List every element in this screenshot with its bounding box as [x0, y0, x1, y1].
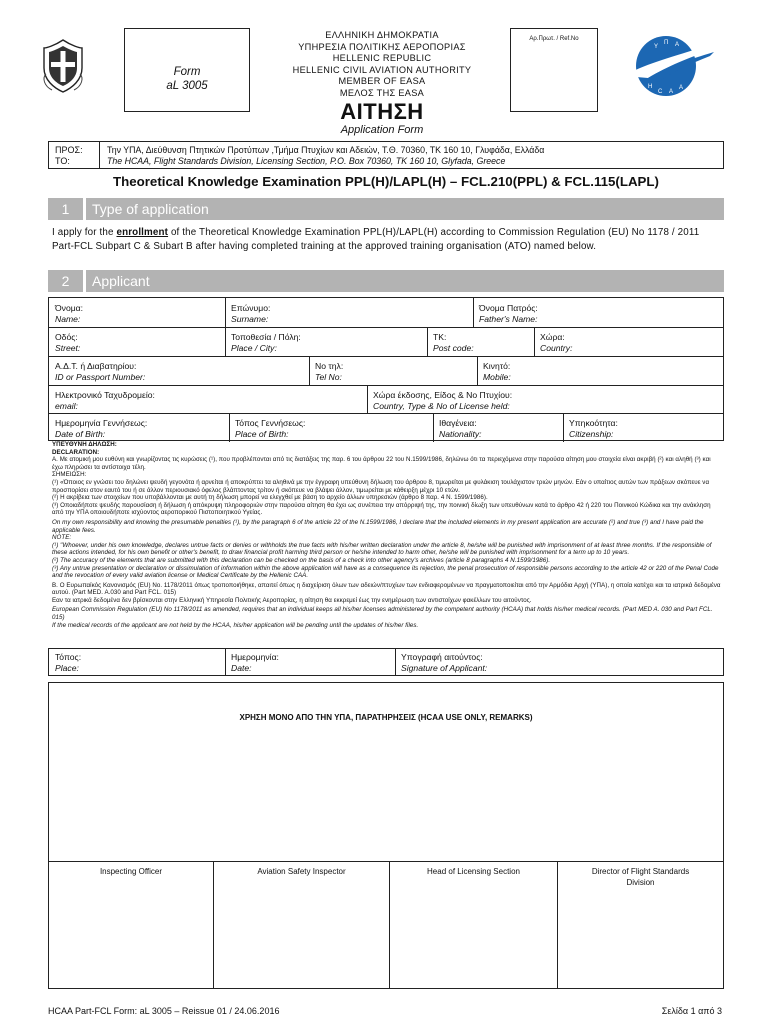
to-label-en: TO:: [55, 156, 70, 166]
hcaa-remarks-box: [48, 682, 724, 989]
authority-line: ΕΛΛΗΝΙΚΗ ΔΗΜΟΚΡΑΤΙΑ: [325, 30, 439, 40]
form-number-box: [124, 28, 250, 112]
declaration-text: ΥΠΕΥΘΥΝΗ ΔΗΛΩΣΗ: DECLARATION: Α. Με ατομική μου ευθύνη και γνωρίζοντας τις κυρώσεις (¹), που προβλέπονται από τις διατάξεις της παρ. 6 του άρθρου 22 του Ν.1599/1986, δηλώνω ότι τα περιεχόμενα στην παρούσα αίτηση μου στοιχεία είναι ακριβή (²) και αληθή (³) και έχω πληρώσει τα αντίστοιχα τέλη. ΣΗΜΕΙΩΣΗ: (¹) «Όποιος εν γνώσει του δηλώνει ψευδή γεγονότα ή αρνείται ή αποκρύπτει τα αληθινά με την έγγραφη υπεύθυνη δήλωση του άρθρου 8, τιμωρείται με φυλάκιση τουλάχιστον τριών μηνών. Εάν ο υπαίτιος αυτών των πράξεων σκόπευε να προσπορίσει στον εαυτό του ή σε άλλον περιουσιακό όφελος βλάπτοντας τρίτον ή σκόπευε να βλάψει άλλον, τιμωρείται με κάθειρξη μέχρι 10 ετών. (²) Η ακρίβεια των στοιχείων που υποβάλλονται με αυτή τη δήλωση μπορεί να ελεγχθεί με βάση το αρχείο άλλων υπηρεσιών (άρθρο 8 παρ. 4 Ν. 1599/1986). (³) Οποιαδήποτε ψευδής παρουσίαση ή δήλωση ή απόκρυψη πληροφοριών στην παρούσα αίτηση θα έχει ως συνέπεια την απόρριψή της, την ποινική δίωξη των υπευθύνων κατά το άρθρο 42 ή 220 του Ποινικού Κώδικα και την ανάκληση από την ΥΠΑ οποιουδήποτε ισχύοντος αεροπορικού Πιστοποιητικού Υγείας. On my own responsibility and knowing the presumable penalties (¹), by the paragraph 6 of the article 22 of the N.1599/1986, I declare that the included elements in my present application are accurate (²) and true (³) and I have paid the applicable fees. NOTE: (¹) "Whoever, under his own knowledge, declares untrue facts or denies or withholds the true facts with his/her written declaration under the article 8, he/she will be punished with imprisonment of at least three months. If the responsible of these actions intended, for his own benefit or other's benefit, to draw financial profit harming third person or he/she intended to harm other, he/she will be punished with imprisonment for a term up to 10 years. (²) The accuracy of the elements that are submitted with this declaration can be checked on the basis of a check into other agency's archives (article 8 paragraphs 4 N.1599/1986). (³) Any untrue presentation or declaration or dissimulation of information within the above application will have as a consequence its rejection, the penal prosecution of responsible persons according to the article 42 or 220 of the Penal Code and the revocation of every valid aviation license or Medical Certificate by the Hellenic CAA. Β. Ο Ευρωπαϊκός Κανονισμός (EU) No. 1178/2011 όπως τροποποιήθηκε, απαιτεί όπως η διαχείριση όλων των αδειών/πτυχίων των ενδιαφερομένων να πραγματοποιείται από την Αρμόδια Αρχή (ΥΠΑ), η οποία κατέχει και τα ιατρικά δεδομένα αυτού. (Part MED. A.030 and Part FCL. 015) Εαν τα ιατρικά δεδομένα δεν βρίσκονται στην Ελληνική Υπηρεσία Πολιτικής Αεροπορίας, η αίτηση θα εκκρεμεί έως την ενημέρωση των αντιστοίχων φακέλλων του αιτούντος. European Commission Regulation (EU) No 1178/2011 as amended, requires that an individual keeps all his/her licenses administered by the competent authority (HCAA) that holds his/her medical records. (Part MED A. 030 and Part FCL. 015) If the medical records of the applicant are not held by the HCAA, his/her application will be pending until the updates of his/her files.: [52, 441, 721, 629]
section-title: Applicant: [92, 273, 150, 289]
authority-line: HELLENIC CIVIL AVIATION AUTHORITY: [292, 64, 472, 75]
authority-line: HELLENIC REPUBLIC: [332, 53, 432, 63]
officials-signature-row: [49, 861, 723, 989]
section-number: 2: [48, 270, 86, 292]
license-held-field[interactable]: Χώρα έκδοσης, Είδος & Νο Πτυχίου: Country, Type & No of License held:: [373, 390, 513, 411]
country-field[interactable]: Χώρα: Country:: [540, 332, 573, 353]
place-field[interactable]: Τόπος: Place:: [55, 652, 82, 673]
authority-line: MEMBER OF EASA: [338, 76, 426, 86]
email-field[interactable]: Ηλεκτρονικό Ταχυδρομείο: email:: [55, 390, 155, 411]
remarks-title: ΧΡΗΣΗ ΜΟΝΟ ΑΠΟ ΤΗΝ ΥΠΑ, ΠΑΡΑΤΗΡΗΣΕΙΣ (HCAA USE ONLY, REMARKS): [239, 713, 533, 722]
surname-field[interactable]: Επώνυμο: Surname:: [231, 303, 271, 324]
date-of-birth-field[interactable]: Ημερομηνία Γεννήσεως: Date of Birth:: [55, 418, 148, 439]
svg-text:Π: Π: [664, 40, 669, 46]
aviation-safety-inspector-cell[interactable]: Aviation Safety Inspector: [213, 861, 389, 989]
applicant-signature-field[interactable]: Υπογραφή αιτούντος: Signature of Applicant:: [401, 652, 488, 673]
to-address-en: The HCAA, Flight Standards Division, Licensing Section, P.O. Box 70360, TK 160 10, Glyfada, Greece: [107, 156, 506, 166]
name-field[interactable]: Όνομα: Name:: [55, 303, 84, 324]
hcaa-logo-icon: [618, 32, 722, 100]
authority-header: [262, 30, 502, 99]
telephone-field[interactable]: Νο τηλ: Tel No:: [315, 361, 344, 382]
exam-title: Theoretical Knowledge Examination PPL(H)/LAPL(H) – FCL.210(PPL) & FCL.115(LAPL): [113, 174, 659, 189]
svg-text:Α: Α: [675, 42, 680, 48]
section-2-header: [48, 270, 724, 292]
director-flight-standards-cell[interactable]: Director of Flight Standards Division: [557, 861, 723, 989]
reference-number-box[interactable]: [510, 28, 598, 112]
greek-emblem-icon: [40, 38, 86, 94]
reference-label: Αρ.Πρωτ. / Ref.No: [529, 36, 579, 42]
nationality-field[interactable]: Ιθαγένεια: Nationality:: [439, 418, 482, 439]
id-passport-field[interactable]: Α.Δ.Τ. ή Διαβατηρίου: ID or Passport Number:: [55, 361, 146, 382]
enrollment-keyword: enrollment: [116, 227, 169, 238]
svg-text:A: A: [669, 89, 674, 95]
section-number: 1: [48, 198, 86, 220]
form-label: Form: [173, 66, 201, 78]
mobile-field[interactable]: Κινητό: Mobile:: [483, 361, 511, 382]
svg-text:C: C: [658, 89, 663, 95]
section-title: Type of application: [92, 201, 209, 217]
inspecting-officer-cell[interactable]: Inspecting Officer: [49, 861, 213, 989]
authority-line: ΜΕΛΟΣ ΤΗΣ EASA: [339, 87, 425, 98]
addressee-box: [48, 141, 724, 169]
street-field[interactable]: Οδός: Street:: [55, 332, 81, 353]
signature-row: [48, 648, 724, 676]
footer-page-number: Σελίδα 1 από 3: [661, 1006, 722, 1016]
city-field[interactable]: Τοποθεσία / Πόλη: Place / City:: [231, 332, 301, 353]
post-code-field[interactable]: TK: Post code:: [433, 332, 474, 353]
application-statement: I apply for the enrollment of the Theoretical Knowledge Examination PPL(H)/LAPL(H) according to Commission Regulation (EU) No 1178 / 2011 Part-FCL Subpart C & Subart B after having completed training at the approved training organisation (ATO) named below.: [52, 227, 700, 252]
to-label-gr: ΠΡΟΣ:: [55, 145, 83, 155]
place-of-birth-field[interactable]: Τόπος Γεννήσεως: Place of Birth:: [235, 418, 306, 439]
head-of-licensing-cell[interactable]: Head of Licensing Section: [389, 861, 557, 989]
svg-text:H: H: [648, 84, 653, 90]
father-name-field[interactable]: Όνομα Πατρός: Father's Name:: [479, 303, 538, 324]
footer-form-reference: HCAA Part-FCL Form: aL 3005 – Reissue 01 / 24.06.2016: [48, 1006, 280, 1016]
section-1-header: [48, 198, 724, 220]
form-code: aL 3005: [166, 80, 208, 92]
applicant-details-grid: [48, 297, 724, 441]
page-title: ΑΙΤΗΣΗ: [340, 99, 424, 124]
authority-line: ΥΠΗΡΕΣΙΑ ΠΟΛΙΤΙΚΗΣ ΑΕΡΟΠΟΡΙΑΣ: [298, 41, 466, 52]
page-subtitle: Application Form: [340, 124, 424, 136]
svg-text:Υ: Υ: [654, 44, 659, 50]
date-field[interactable]: Ημερομηνία: Date:: [231, 652, 279, 673]
to-address-gr: Την ΥΠΑ, Διεύθυνση Πτητικών Προτύπων ,Τμήμα Πτυχίων και Αδειών, Τ.Θ. 70360, ΤΚ 160 10, Γλυφάδα, Ελλάδα: [107, 145, 545, 155]
svg-text:A: A: [679, 85, 684, 91]
citizenship-field[interactable]: Υπηκοότητα: Citizenship:: [569, 418, 618, 439]
